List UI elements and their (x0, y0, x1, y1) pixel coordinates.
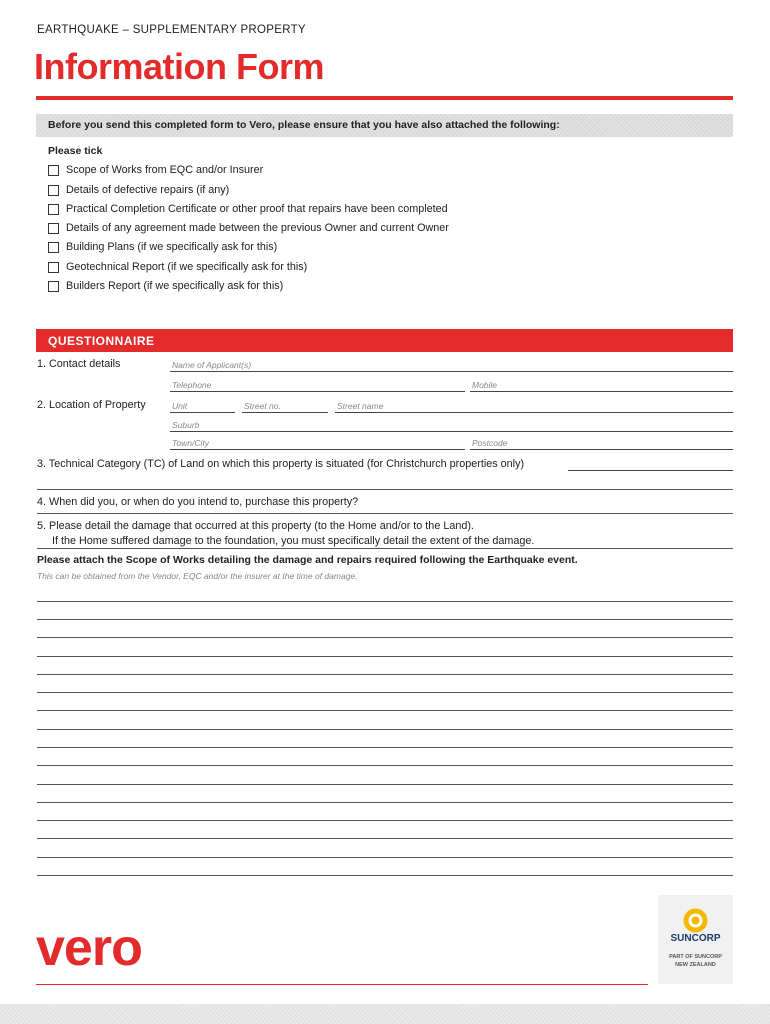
vero-logo: vero (36, 919, 142, 977)
checkbox[interactable] (48, 204, 59, 215)
street-name-hint: Street name (337, 401, 384, 411)
page-title: Information Form (34, 46, 324, 87)
mobile-hint: Mobile (472, 380, 498, 390)
damage-answer-line[interactable] (37, 802, 733, 803)
damage-answer-line[interactable] (37, 729, 733, 730)
postcode-field[interactable] (470, 449, 733, 450)
damage-answer-line[interactable] (37, 692, 733, 693)
suncorp-name: SUNCORP (670, 933, 721, 944)
suburb-field[interactable] (170, 431, 733, 432)
checklist-item-building-plans[interactable] (48, 240, 277, 254)
checklist-item-label: Building Plans (if we specifically ask for this) (66, 241, 278, 253)
telephone-hint: Telephone (172, 380, 212, 390)
unit-field[interactable] (170, 412, 235, 413)
street-name-field[interactable] (335, 412, 733, 413)
q4-answer-line[interactable] (37, 513, 733, 514)
applicant-name-field[interactable] (170, 371, 733, 372)
damage-answer-line[interactable] (37, 875, 733, 876)
q3-answer-line[interactable] (37, 489, 733, 490)
checklist-item-geotechnical-report[interactable] (48, 260, 307, 274)
street-no-hint: Street no. (244, 401, 281, 411)
technical-category-field[interactable] (568, 470, 733, 471)
telephone-field[interactable] (170, 391, 465, 392)
attach-scope-note: Please attach the Scope of Works detailing the damage and repairs required following the Earthquake event. (37, 554, 578, 566)
checklist-item-owner-agreement[interactable] (48, 221, 449, 235)
checklist-item-label: Details of any agreement made between the previous Owner and current Owner (66, 222, 449, 234)
unit-hint: Unit (172, 401, 188, 411)
checkbox[interactable] (48, 165, 59, 176)
please-tick-label: Please tick (48, 145, 103, 157)
suncorp-subtitle-1: PART OF SUNCORP (669, 954, 722, 960)
checklist-item-defective-repairs[interactable] (48, 183, 229, 197)
damage-answer-line[interactable] (37, 857, 733, 858)
damage-answer-line[interactable] (37, 710, 733, 711)
q5-label-line1: 5. Please detail the damage that occurred at this property (to the Home and/or to the Land). (37, 520, 474, 532)
checkbox[interactable] (48, 223, 59, 234)
form-kicker: EARTHQUAKE – SUPPLEMENTARY PROPERTY (37, 24, 306, 36)
damage-answer-line[interactable] (37, 601, 733, 602)
checklist-item-scope-of-works[interactable] (48, 163, 263, 177)
title-divider (36, 96, 733, 100)
postcode-hint: Postcode (472, 438, 508, 448)
damage-answer-line[interactable] (37, 747, 733, 748)
q3-label: 3. Technical Category (TC) of Land on which this property is situated (for Christchurch properties only) (37, 458, 525, 470)
mobile-field[interactable] (470, 391, 733, 392)
checklist-item-label: Scope of Works from EQC and/or Insurer (66, 164, 264, 176)
damage-answer-line[interactable] (37, 765, 733, 766)
suncorp-logo (658, 895, 733, 984)
footer-divider (36, 984, 648, 985)
town-hint: Town/City (172, 438, 210, 448)
attachments-banner (36, 114, 733, 137)
questionnaire-heading: QUESTIONNAIRE (48, 334, 155, 348)
street-no-field[interactable] (242, 412, 328, 413)
damage-answer-line[interactable] (37, 820, 733, 821)
q1-label: 1. Contact details (37, 358, 121, 370)
checklist-item-label: Details of defective repairs (if any) (66, 184, 230, 196)
questionnaire-header (36, 329, 733, 352)
suncorp-subtitle-2: NEW ZEALAND (675, 962, 716, 968)
obtain-note: This can be obtained from the Vendor, EQC and/or the insurer at the time of damage. (37, 571, 358, 581)
damage-answer-line[interactable] (37, 784, 733, 785)
sun-icon (682, 907, 709, 934)
checklist-item-label: Builders Report (if we specifically ask for this) (66, 280, 284, 292)
checkbox[interactable] (48, 281, 59, 292)
damage-answer-line[interactable] (37, 637, 733, 638)
attachments-banner-text: Before you send this completed form to Vero, please ensure that you have also attached the following: (48, 119, 560, 131)
q4-label: 4. When did you, or when do you intend to, purchase this property? (37, 496, 359, 508)
footer-bar (0, 1004, 770, 1024)
town-field[interactable] (170, 449, 465, 450)
checkbox[interactable] (48, 185, 59, 196)
damage-answer-line[interactable] (37, 619, 733, 620)
applicant-name-hint: Name of Applicant(s) (172, 360, 252, 370)
q5-rule (37, 548, 733, 549)
checklist-item-label: Geotechnical Report (if we specifically ask for this) (66, 261, 308, 273)
q2-label: 2. Location of Property (37, 399, 146, 411)
checklist-item-label: Practical Completion Certificate or other proof that repairs have been completed (66, 203, 448, 215)
checklist-item-completion-certificate[interactable] (48, 202, 448, 216)
suburb-hint: Suburb (172, 420, 200, 430)
damage-answer-line[interactable] (37, 674, 733, 675)
checkbox[interactable] (48, 262, 59, 273)
damage-answer-line[interactable] (37, 838, 733, 839)
damage-answer-line[interactable] (37, 656, 733, 657)
checkbox[interactable] (48, 242, 59, 253)
q5-label-line2: If the Home suffered damage to the foundation, you must specifically detail the extent of the damage. (52, 535, 535, 547)
checklist-item-builders-report[interactable] (48, 279, 283, 293)
